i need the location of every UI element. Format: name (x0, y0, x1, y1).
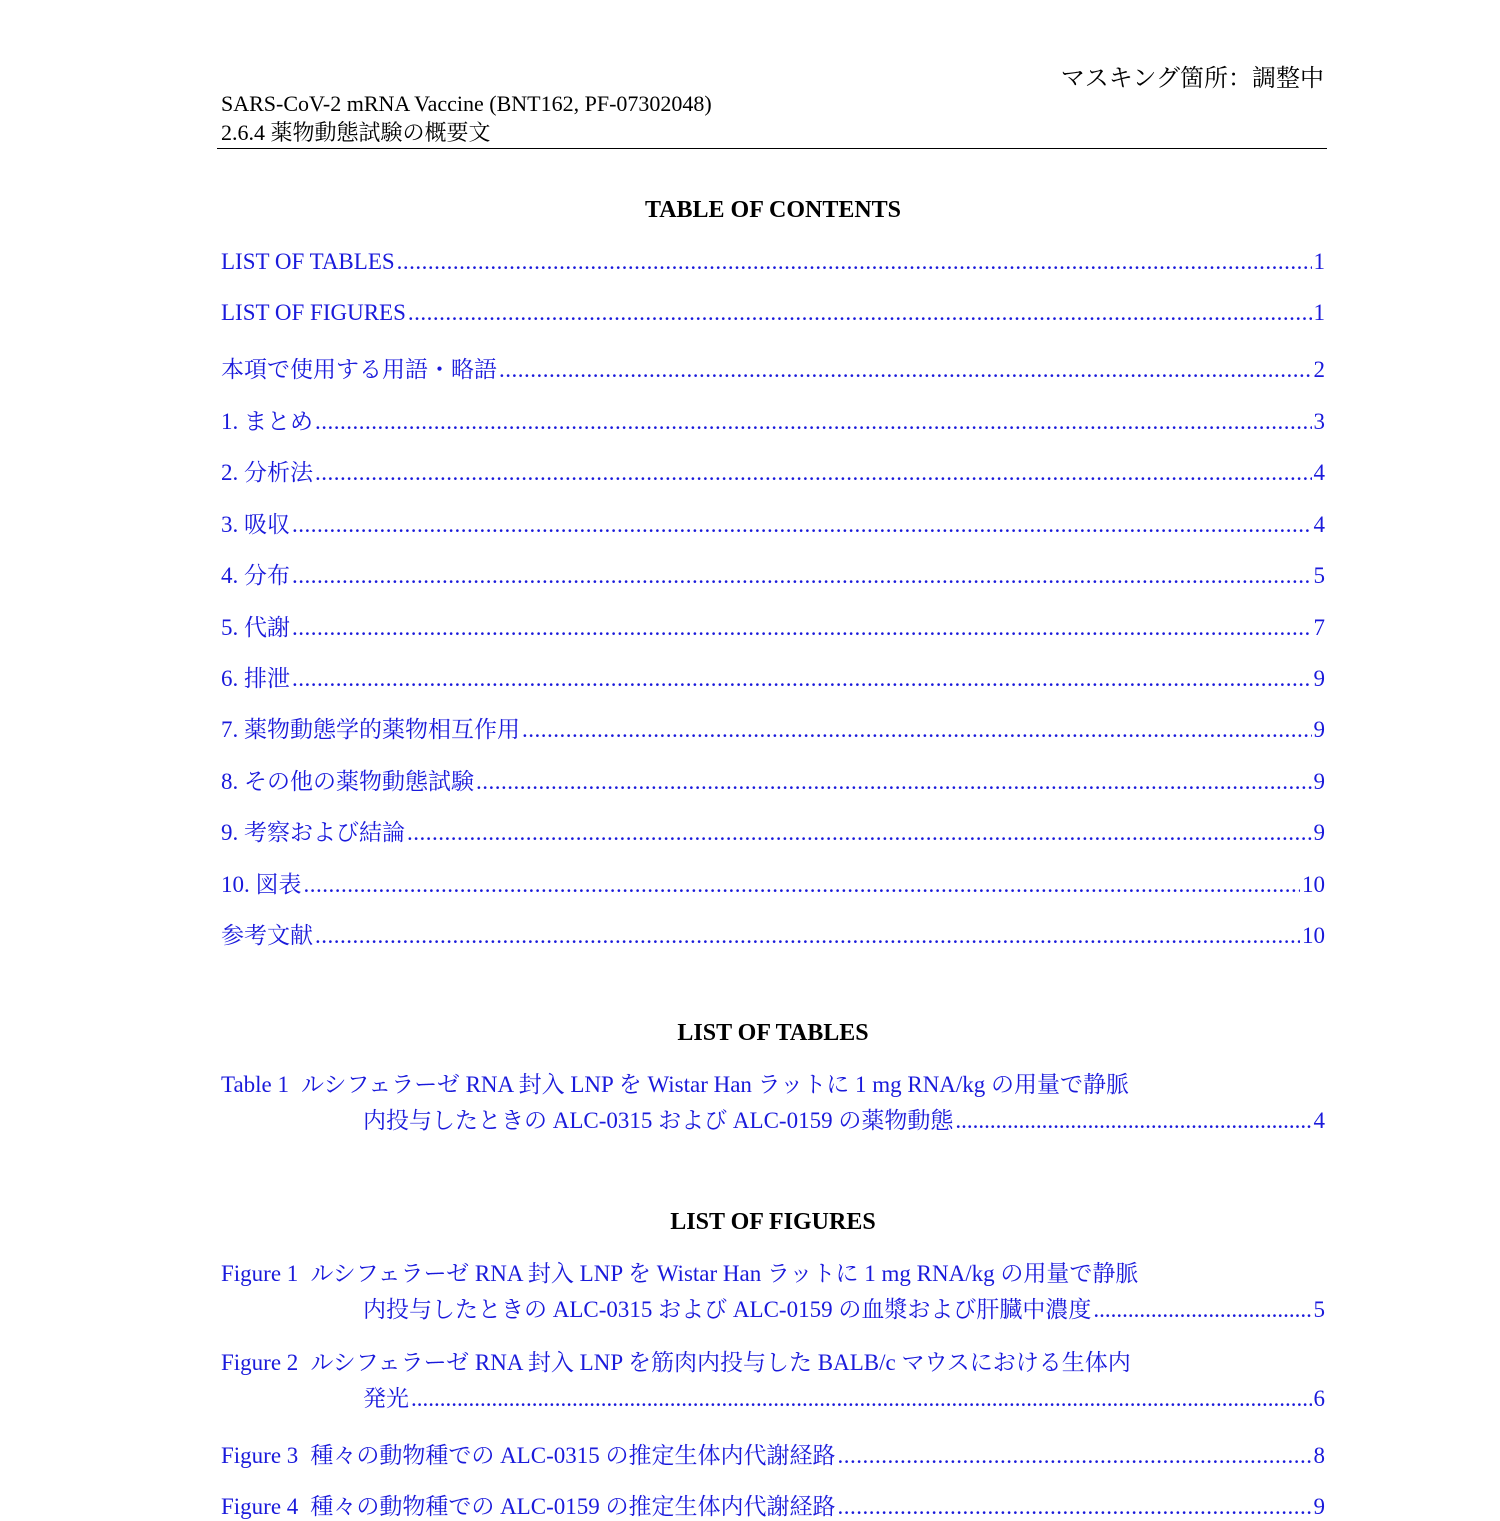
leader-dots (1093, 1292, 1311, 1328)
entry-tag: Figure 4 (221, 1494, 299, 1519)
toc-label: 10. 図表 (221, 872, 302, 897)
entry-caption: 種々の動物種での ALC-0159 の推定生体内代謝経路 (310, 1494, 836, 1519)
leader-dots (315, 923, 1300, 949)
toc-item-list-of-tables[interactable] (221, 249, 1325, 279)
entry-page: 6 (1313, 1386, 1325, 1411)
entry-caption-line1: ルシフェラーゼ RNA 封入 LNP を筋肉内投与した BALB/c マウスにおける生体内 (310, 1350, 1131, 1375)
leader-dots (292, 512, 1312, 538)
entry-page: 5 (1313, 1297, 1325, 1322)
header-divider (217, 148, 1327, 149)
toc-item-list-of-figures[interactable] (221, 300, 1325, 330)
entry-caption-line2: 発光 (363, 1386, 409, 1411)
toc-item-summary[interactable] (221, 403, 1325, 433)
figure-entry-1[interactable] (221, 1256, 1325, 1328)
toc-label: 8. その他の薬物動態試験 (221, 769, 474, 794)
leader-dots (955, 1103, 1311, 1139)
entry-tag: Figure 1 (221, 1261, 299, 1286)
toc-page: 5 (1313, 563, 1325, 588)
toc-page: 9 (1313, 717, 1325, 742)
toc-page: 10 (1302, 923, 1325, 948)
toc-page: 1 (1313, 300, 1325, 325)
toc-page: 10 (1302, 872, 1325, 897)
leader-dots (292, 666, 1312, 692)
toc-label: 6. 排泄 (221, 666, 290, 691)
entry-caption-line2: 内投与したときの ALC-0315 および ALC-0159 の薬物動態 (363, 1108, 954, 1133)
leader-dots (408, 300, 1312, 326)
toc-title: TABLE OF CONTENTS (644, 197, 902, 223)
list-of-tables-title: LIST OF TABLES (677, 1020, 869, 1046)
leader-dots (522, 717, 1312, 743)
toc-item-pk-interactions[interactable] (221, 711, 1325, 741)
entry-caption-line2: 内投与したときの ALC-0315 および ALC-0159 の血漿および肝臓中濃度 (363, 1297, 1092, 1322)
toc-label: 3. 吸収 (221, 512, 290, 537)
entry-caption-line1: ルシフェラーゼ RNA 封入 LNP を Wistar Han ラットに 1 mg RNA/kg の用量で静脈 (301, 1072, 1130, 1097)
toc-item-references[interactable] (221, 917, 1325, 947)
toc-label: LIST OF TABLES (221, 249, 395, 274)
toc-label: 9. 考察および結論 (221, 820, 405, 845)
leader-dots (476, 769, 1312, 795)
toc-label: 本項で使用する用語・略語 (221, 357, 497, 382)
toc-page: 3 (1313, 409, 1325, 434)
entry-page: 4 (1313, 1108, 1325, 1133)
entry-caption: 種々の動物種での ALC-0315 の推定生体内代謝経路 (310, 1443, 836, 1468)
leader-dots (411, 1381, 1312, 1417)
toc-item-other-pk-studies[interactable] (221, 763, 1325, 793)
toc-label: 4. 分布 (221, 563, 290, 588)
toc-item-excretion[interactable] (221, 660, 1325, 690)
leader-dots (397, 249, 1312, 275)
leader-dots (499, 357, 1312, 383)
toc-label: 1. まとめ (221, 409, 313, 434)
section-name: 2.6.4 薬物動態試験の概要文 (221, 120, 491, 145)
masking-note: マスキング箇所：調整中 (1060, 66, 1324, 92)
toc-page: 7 (1313, 615, 1325, 640)
entry-caption-line1: ルシフェラーゼ RNA 封入 LNP を Wistar Han ラットに 1 mg RNA/kg の用量で静脈 (310, 1261, 1139, 1286)
toc-item-distribution[interactable] (221, 557, 1325, 587)
toc-page: 2 (1313, 357, 1325, 382)
running-header (221, 89, 712, 147)
leader-dots (292, 563, 1312, 589)
leader-dots (837, 1443, 1311, 1469)
leader-dots (304, 872, 1301, 898)
figure-entry-2[interactable] (221, 1345, 1325, 1417)
figure-entry-4[interactable] (221, 1488, 1325, 1518)
figure-entry-3[interactable] (221, 1437, 1325, 1467)
toc-label: 参考文献 (221, 923, 313, 948)
leader-dots (837, 1494, 1311, 1520)
toc-page: 4 (1313, 460, 1325, 485)
toc-page: 4 (1313, 512, 1325, 537)
toc-page: 9 (1313, 666, 1325, 691)
toc-page: 9 (1313, 820, 1325, 845)
toc-page: 9 (1313, 769, 1325, 794)
list-of-figures-title: LIST OF FIGURES (670, 1209, 876, 1235)
toc-label: LIST OF FIGURES (221, 300, 406, 325)
toc-label: 7. 薬物動態学的薬物相互作用 (221, 717, 520, 742)
toc-page: 1 (1313, 249, 1325, 274)
leader-dots (407, 820, 1312, 846)
entry-tag: Figure 3 (221, 1443, 299, 1468)
leader-dots (292, 615, 1312, 641)
leader-dots (315, 409, 1312, 435)
entry-tag: Figure 2 (221, 1350, 299, 1375)
leader-dots (315, 460, 1312, 486)
product-name: SARS-CoV-2 mRNA Vaccine (BNT162, PF-07302048) (221, 91, 712, 116)
toc-item-absorption[interactable] (221, 506, 1325, 536)
entry-tag: Table 1 (221, 1072, 290, 1097)
table-entry-1[interactable] (221, 1067, 1325, 1139)
toc-item-abbreviations[interactable] (221, 351, 1325, 381)
entry-page: 8 (1313, 1443, 1325, 1468)
toc-label: 5. 代謝 (221, 615, 290, 640)
toc-item-figures-tables[interactable] (221, 866, 1325, 896)
toc-item-analytical-methods[interactable] (221, 454, 1325, 484)
entry-page: 9 (1313, 1494, 1325, 1519)
toc-label: 2. 分析法 (221, 460, 313, 485)
toc-item-discussion[interactable] (221, 814, 1325, 844)
toc-item-metabolism[interactable] (221, 609, 1325, 639)
